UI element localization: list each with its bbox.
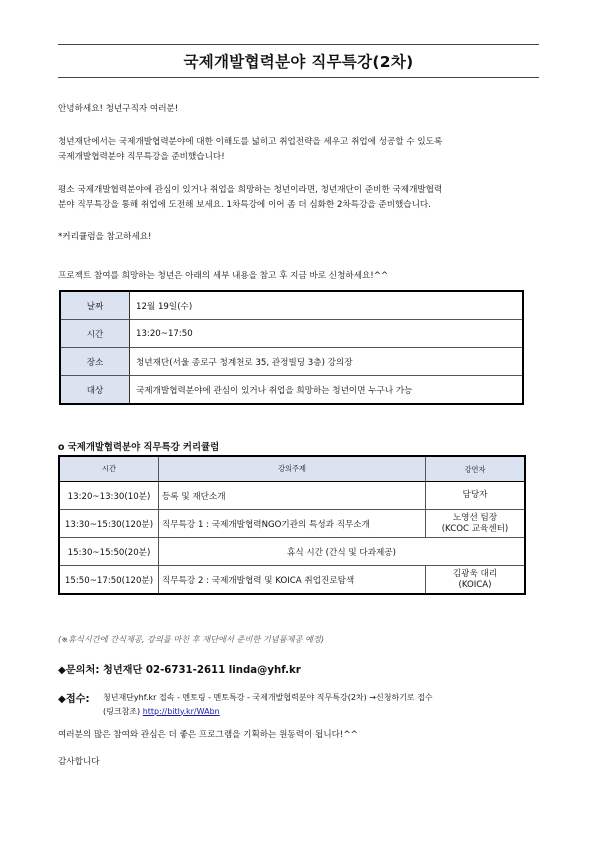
table-row: [59, 566, 525, 595]
info-label: 시간: [60, 320, 130, 348]
apply-label: ◆접수:: [58, 694, 90, 705]
call-to-action: 프로젝트 참여를 희망하는 청년은 아래의 세부 내용을 참고 후 지금 바로 신청하세요!^^: [58, 271, 389, 281]
closing-message: 여러분의 많은 참여와 관심은 더 좋은 프로그램을 기획하는 원동력이 됩니다!^^: [58, 730, 358, 740]
contact-info: ◆문의처: 청년재단 02-6731-2611 linda@yhf.kr: [58, 665, 301, 676]
session-time: 15:50~17:50(120분): [59, 566, 159, 595]
table-row: [59, 538, 525, 566]
info-value: 12월 19일(수): [130, 291, 524, 320]
header-speaker: 강연자: [426, 456, 526, 482]
speaker-name: 노영선 팀장: [452, 512, 498, 523]
page-title: 국제개발협력분야 직무특강(2차): [183, 53, 414, 71]
apply-line1: 청년재단yhf.kr 접속 - 멘토링 - 멘토특강 - 국제개발협력분야 직무특강(2차) →신청하기로 접수: [103, 693, 433, 702]
speaker-name: 담당자: [462, 490, 488, 500]
table-row: [59, 510, 525, 538]
intro-paragraph-2: [58, 183, 442, 212]
intro-p2-line1: 평소 국제개발협력분야에 관심이 있거나 취업을 희망하는 청년이라면, 청년재단이 준비한 국제개발협력: [58, 185, 443, 195]
session-time: 15:30~15:50(20분): [59, 538, 159, 566]
curriculum-table: [58, 455, 526, 595]
info-row-time: [60, 320, 523, 348]
event-info-table: [59, 290, 524, 405]
table-row: [59, 482, 525, 510]
session-speaker: [426, 510, 526, 538]
session-topic: 직무특강 2 : 국제개발협력 및 KOICA 취업진로탐색: [159, 566, 426, 595]
info-row-target: [60, 376, 523, 405]
title-banner: [58, 44, 539, 78]
intro-paragraph-1: [58, 135, 442, 164]
intro-p1-line2: 국제개발협력분야 직무특강을 준비했습니다!: [58, 151, 225, 162]
thanks-message: 감사합니다: [58, 757, 100, 767]
apply-link[interactable]: http://bitly.kr/WAbn: [142, 706, 220, 716]
info-label: 대상: [60, 376, 130, 405]
info-value: 청년재단(서울 종로구 청계천로 35, 관정빌딩 3층) 강의장: [130, 348, 524, 376]
session-speaker: [426, 482, 526, 510]
speaker-org: (KCOC 교육센터): [441, 523, 509, 534]
curriculum-note: (※휴식시간에 간식제공, 강의를 마친 후 재단에서 준비한 기념품제공 예정): [58, 634, 325, 644]
speaker-org: (KOICA): [458, 579, 492, 590]
session-time: 13:20~13:30(10분): [59, 482, 159, 510]
intro-p2-line2: 분야 직무특강을 통해 취업에 도전해 보세요. 1차특강에 이어 좀 더 심화한 2차특강을 준비했습니다.: [58, 199, 431, 210]
session-topic: 등록 및 재단소개: [159, 482, 426, 510]
break-topic: 휴식 시간 (간식 및 다과제공): [159, 538, 526, 566]
info-row-date: [60, 291, 523, 320]
header-time: 시간: [59, 456, 159, 482]
info-value: 13:20~17:50: [130, 320, 524, 348]
info-row-place: [60, 348, 523, 376]
info-value: 국제개발협력분야에 관심이 있거나 취업을 희망하는 청년이면 누구나 가능: [130, 376, 524, 405]
info-label: 장소: [60, 348, 130, 376]
session-time: 13:30~15:30(120분): [59, 510, 159, 538]
info-label: 날짜: [60, 291, 130, 320]
intro-p1-line1: 청년재단에서는 국제개발협력분야에 대한 이해도를 넓히고 취업전략을 세우고 취업에 성공할 수 있도록: [58, 137, 443, 147]
curriculum-header-row: [59, 456, 525, 482]
header-topic: 강의주제: [159, 456, 426, 482]
apply-link-prefix: (링크참조): [103, 706, 143, 716]
apply-instructions: [103, 691, 433, 718]
apply-line2: [103, 705, 433, 719]
curriculum-title: o 국제개발협력분야 직무특강 커리큘럼: [58, 442, 220, 453]
speaker-name: 김광욱 대리: [452, 568, 498, 579]
greeting: 안녕하세요! 청년구직자 여러분!: [58, 104, 179, 114]
session-topic: 직무특강 1 : 국제개발협력NGO기관의 특성과 직무소개: [159, 510, 426, 538]
session-speaker: [426, 566, 526, 595]
curriculum-reference: *커리큘럼을 참고하세요!: [58, 232, 152, 242]
